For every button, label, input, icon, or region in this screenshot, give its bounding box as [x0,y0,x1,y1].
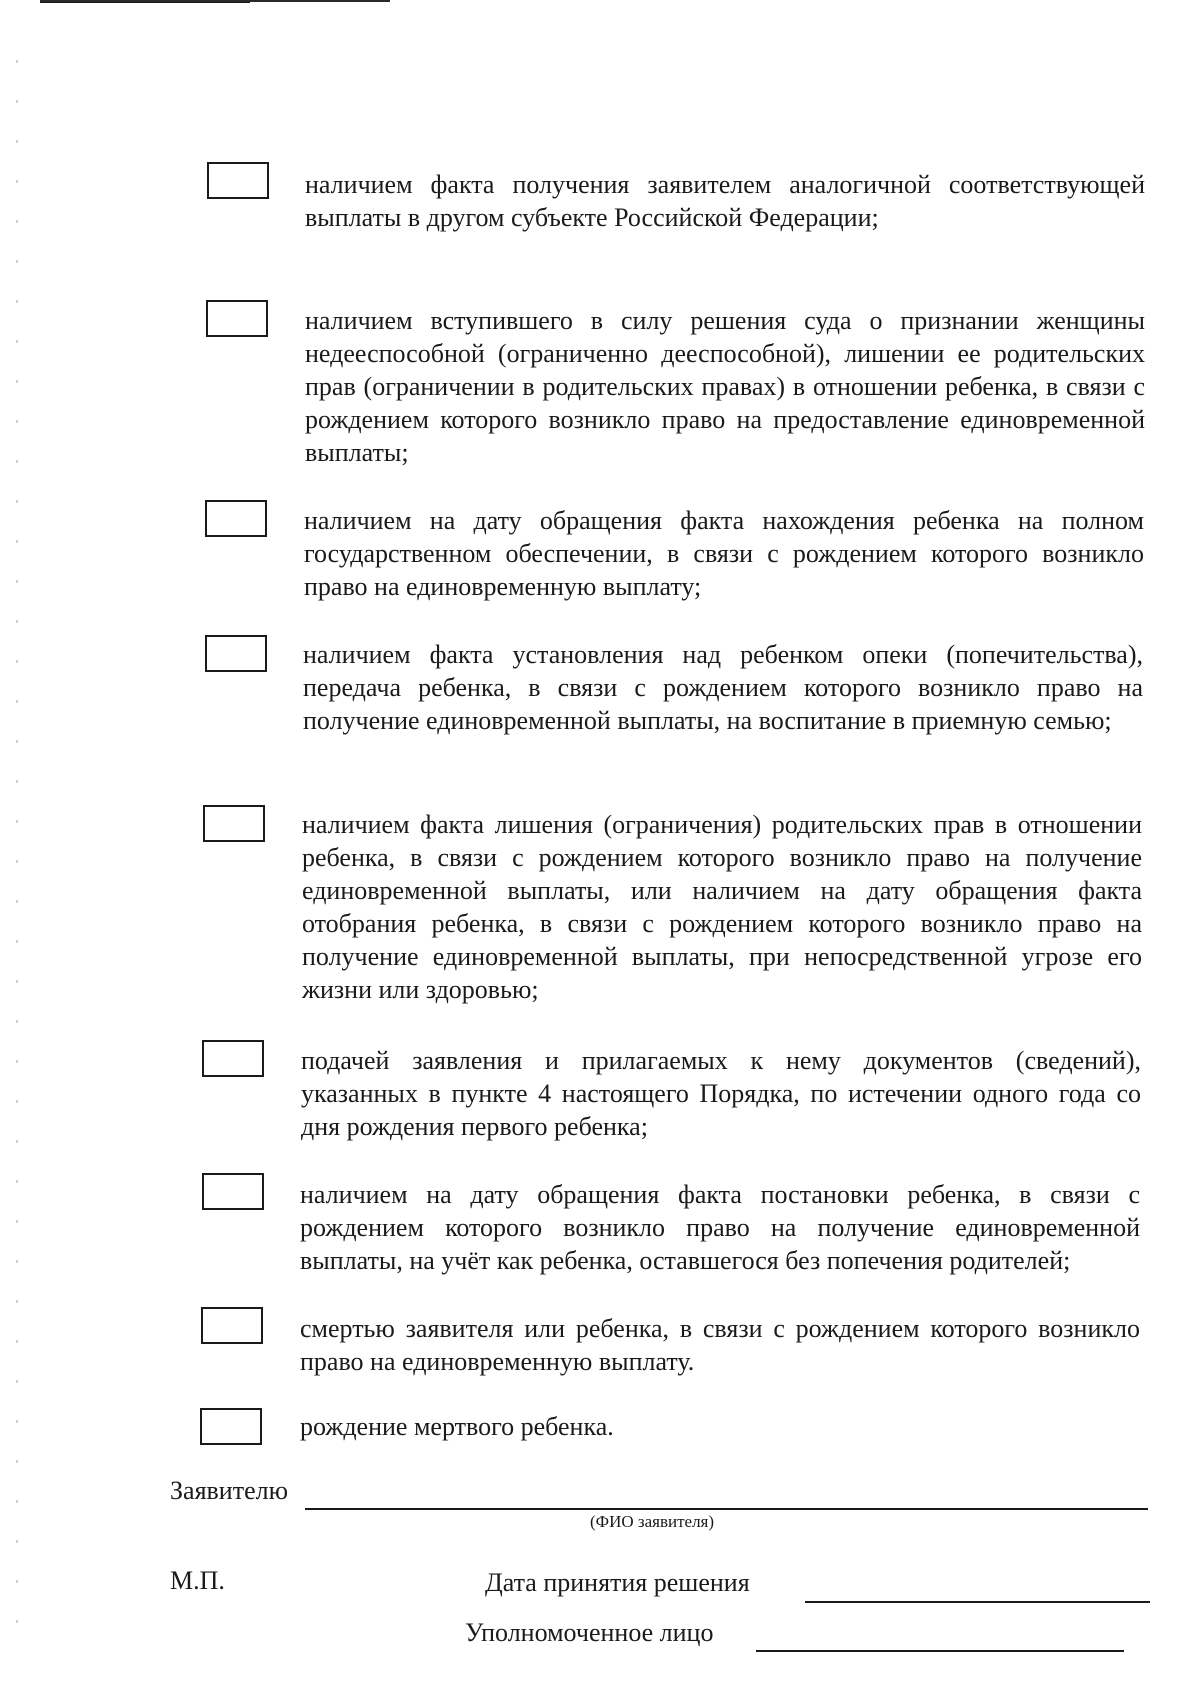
option-text: наличием на дату обращения факта постановки ребенка, в связи с рождением которого возникло право на получение единовременной выплаты, на учёт как ребенка, оставшегося без попечения родителей; [300,1180,1140,1275]
option-text: наличием вступившего в силу решения суда о признании женщины недееспособной (ограниченно дееспособной), лишении ее родительских прав (ограничении в родительских правах) в отношении ребенка, в связи с рождением которого возникло право на предоставление единовременной выплаты; [305,306,1145,467]
option-checkbox[interactable] [203,805,265,842]
option-text: смертью заявителя или ребенка, в связи с рождением которого возникло право на единовременную выплату. [300,1314,1140,1376]
option-text: наличием факта лишения (ограничения) родительских прав в отношении ребенка, в связи с рождением которого возникло право на получение единовременной выплаты, или наличием на дату обращения факта отобрания ребенка, в связи с рождением которого возникло право на получение единовременной выплаты, при непосредственной угрозе его жизни или здоровью; [302,810,1142,1004]
option-checkbox[interactable] [201,1307,263,1344]
option-checkbox[interactable] [202,1173,264,1210]
decision-date-line[interactable] [805,1601,1150,1603]
authorized-person-label: Уполномоченное лицо [465,1618,714,1647]
option-text: рождение мертвого ребенка. [300,1412,614,1441]
option-checkbox[interactable] [205,500,267,537]
option-checkbox[interactable] [207,162,269,199]
applicant-caption: (ФИО заявителя) [590,1512,715,1531]
option-text: подачей заявления и прилагаемых к нему документов (сведений), указанных в пункте 4 настоящего Порядка, по истечении одного года со дня рождения первого ребенка; [301,1046,1141,1141]
top-rule-thin [40,0,390,2]
option-checkbox[interactable] [206,300,268,337]
scan-margin-dots [16,60,18,1660]
authorized-person-line[interactable] [756,1650,1124,1652]
applicant-name-line[interactable] [305,1508,1148,1510]
applicant-label: Заявителю [170,1476,289,1505]
decision-date-label: Дата принятия решения [485,1568,750,1597]
option-checkbox[interactable] [202,1040,264,1077]
option-text: наличием факта получения заявителем аналогичной соответствующей выплаты в другом субъекте Российской Федерации; [305,170,1145,232]
option-checkbox[interactable] [200,1408,262,1445]
option-text: наличием факта установления над ребенком опеки (попечительства), передача ребенка, в связи с рождением которого возникло право на получение единовременной выплаты, на воспитание в приемную семью; [303,640,1143,735]
stamp-label: М.П. [170,1566,225,1595]
option-text: наличием на дату обращения факта нахождения ребенка на полном государственном обеспечении, в связи с рождением которого возникло право на единовременную выплату; [304,506,1144,601]
option-checkbox[interactable] [205,635,267,672]
